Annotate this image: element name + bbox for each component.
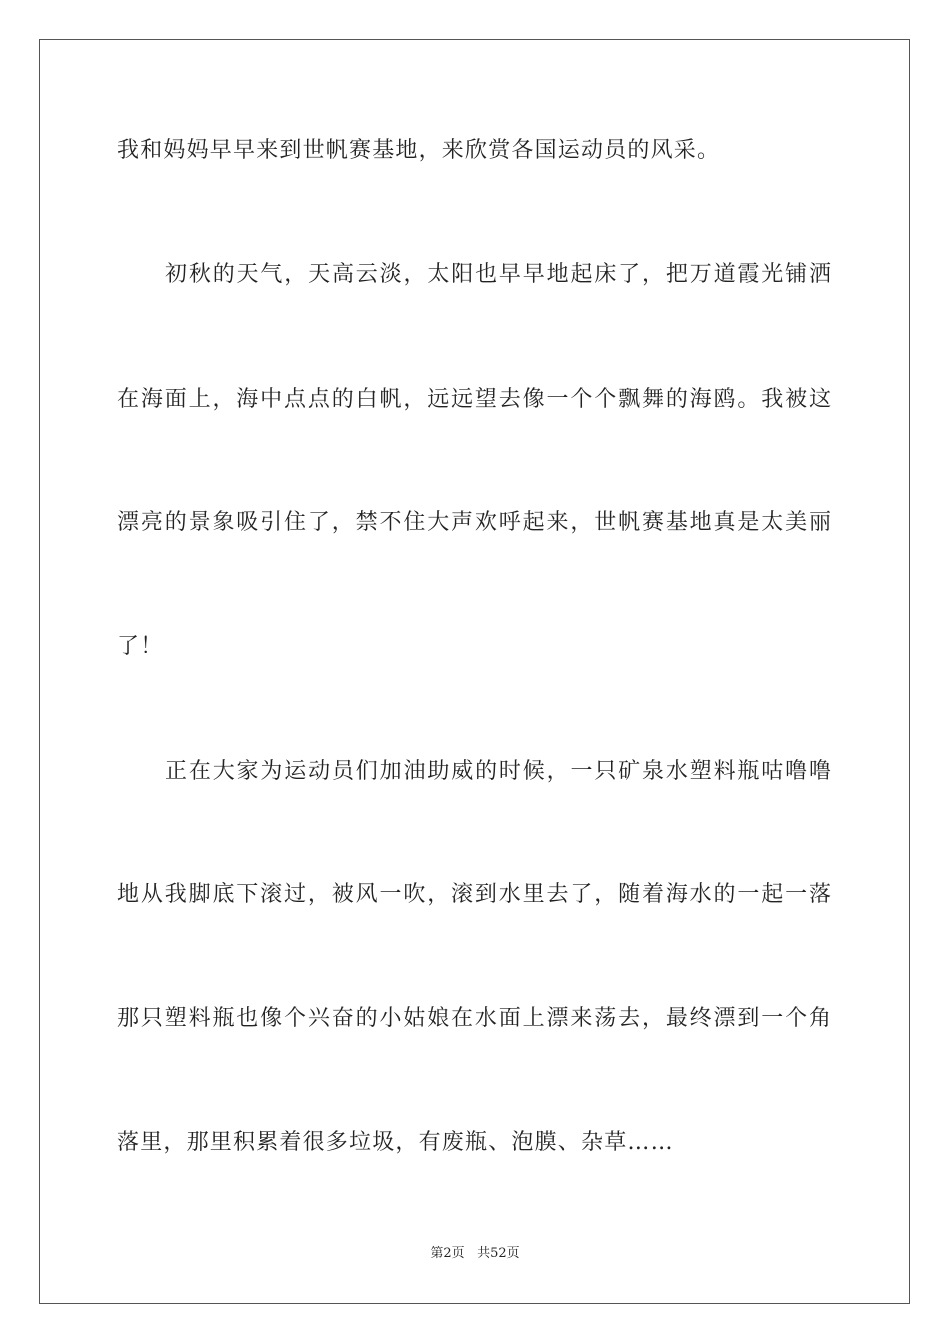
page-border [39, 39, 910, 1304]
text-line-4: 漂亮的景象吸引住了，禁不住大声欢呼起来，世帆赛基地真是太美丽 [117, 510, 831, 535]
text-line-6: 正在大家为运动员们加油助威的时候，一只矿泉水塑料瓶咕噜噜 [165, 759, 831, 784]
text-line-8: 那只塑料瓶也像个兴奋的小姑娘在水面上漂来荡去，最终漂到一个角 [117, 1006, 831, 1031]
text-line-9: 落里，那里积累着很多垃圾，有废瓶、泡膜、杂草…… [117, 1130, 674, 1155]
page-number: 第2页 [430, 1246, 465, 1261]
text-line-2: 初秋的天气，天高云淡，太阳也早早地起床了，把万道霞光铺洒 [165, 262, 831, 287]
text-line-1: 我和妈妈早早来到世帆赛基地，来欣赏各国运动员的风采。 [117, 138, 721, 163]
text-line-5: 了！ [117, 634, 164, 659]
text-line-7: 地从我脚底下滚过，被风一吹，滚到水里去了，随着海水的一起一落 [117, 882, 831, 907]
page-footer [0, 1244, 950, 1264]
page-total: 共52页 [477, 1246, 520, 1261]
text-line-3: 在海面上，海中点点的白帆，远远望去像一个个飘舞的海鸥。我被这 [117, 387, 831, 412]
